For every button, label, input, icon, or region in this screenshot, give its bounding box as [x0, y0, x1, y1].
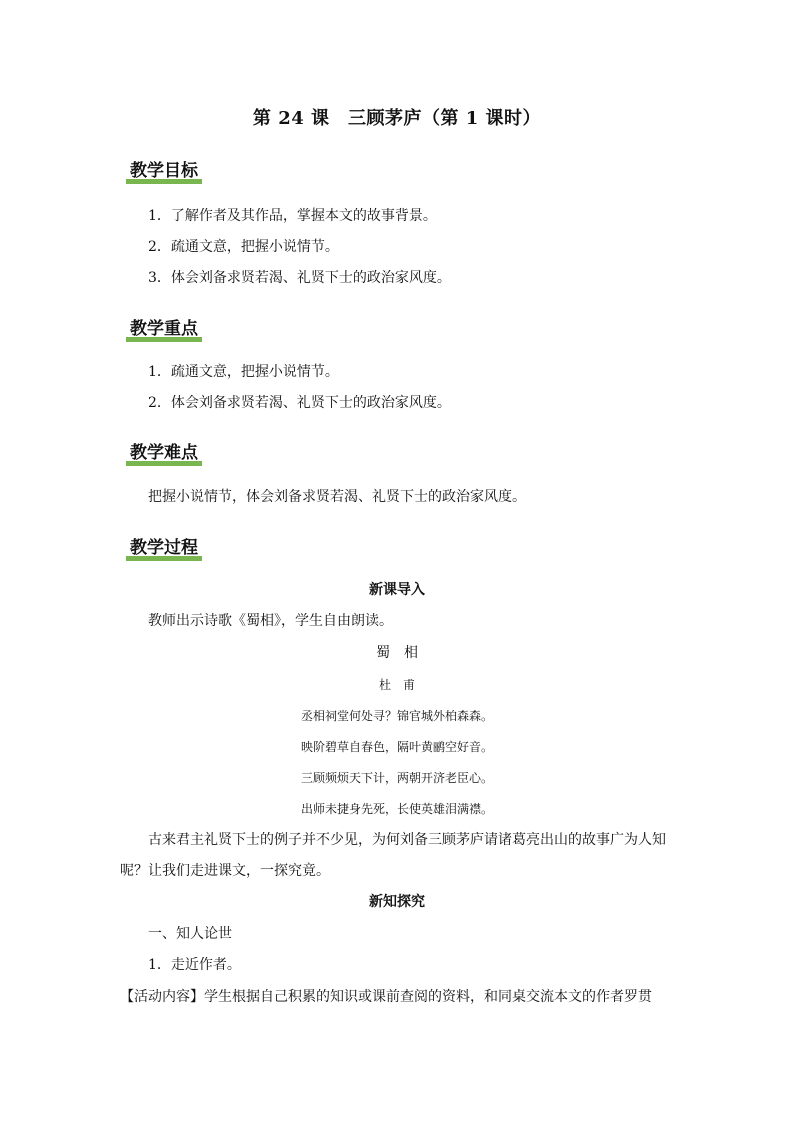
page-title: 第 24 课 三顾茅庐（第 1 课时） [252, 108, 542, 129]
key-point-item-2: 2．体会刘备求贤若渴、礼贤下士的政治家风度。 [148, 395, 451, 411]
poem-line-2: 映阶碧草自春色，隔叶黄鹂空好音。 [300, 740, 493, 754]
activity-text: 学生根据自己积累的知识或课前查阅的资料，和同桌交流本文的作者罗贯 [204, 989, 652, 1005]
explore-item-1: 1．走近作者。 [148, 957, 241, 973]
difficulty-text: 把握小说情节，体会刘备求贤若渴、礼贤下士的政治家风度。 [148, 489, 526, 505]
intro-paragraph-line-2: 呢？让我们走进课文，一探究竟。 [120, 863, 330, 879]
section-heading-key-points: 教学重点 [126, 318, 202, 342]
key-point-item-1: 1．疏通文意，把握小说情节。 [148, 364, 339, 380]
poem-title: 蜀 相 [376, 645, 418, 661]
subhead-intro: 新课导入 [369, 582, 425, 598]
activity-label: 【活动内容】 [120, 989, 204, 1005]
poem-line-1: 丞相祠堂何处寻？锦官城外柏森森。 [300, 709, 493, 723]
poem-line-3: 三顾频烦天下计，两朝开济老臣心。 [300, 771, 493, 785]
section-heading-process: 教学过程 [126, 537, 202, 561]
intro-text: 教师出示诗歌《蜀相》，学生自由朗读。 [148, 613, 393, 629]
poem-author: 杜 甫 [378, 678, 415, 692]
poem-line-4: 出师未捷身先死，长使英雄泪满襟。 [300, 802, 493, 816]
objective-item-3: 3．体会刘备求贤若渴、礼贤下士的政治家风度。 [148, 270, 451, 286]
activity-line [120, 987, 652, 1007]
intro-paragraph-line-1: 古来君主礼贤下士的例子并不少见，为何刘备三顾茅庐请诸葛亮出山的故事广为人知 [148, 832, 666, 848]
objective-item-1: 1．了解作者及其作品，掌握本文的故事背景。 [148, 208, 437, 224]
explore-part-1: 一、知人论世 [148, 926, 232, 942]
section-heading-objectives: 教学目标 [126, 160, 202, 184]
subhead-explore: 新知探究 [369, 894, 425, 910]
section-heading-difficulties: 教学难点 [126, 442, 202, 466]
objective-item-2: 2．疏通文意，把握小说情节。 [148, 239, 339, 255]
